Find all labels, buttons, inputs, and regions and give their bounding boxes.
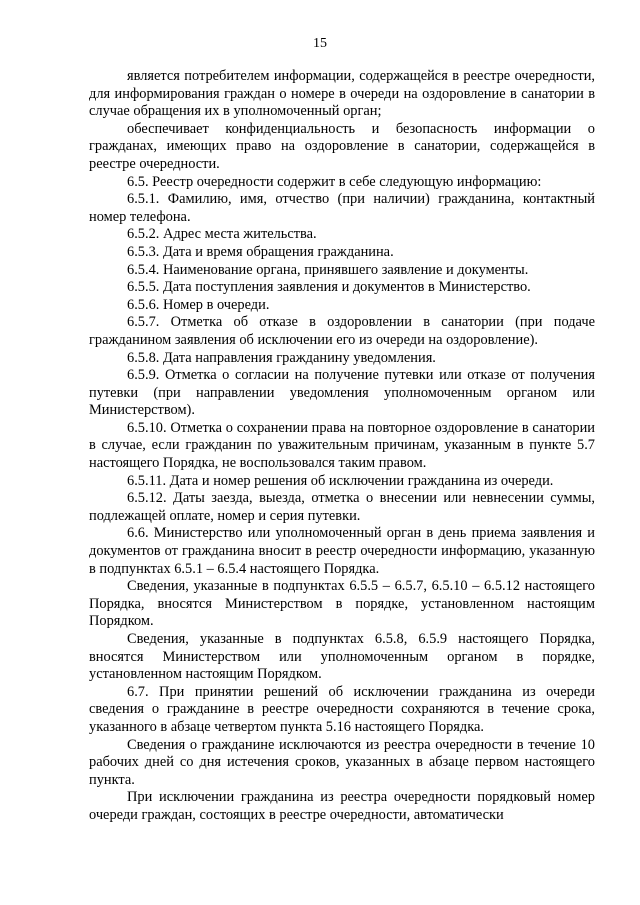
paragraph: 6.5.12. Даты заезда, выезда, отметка о внесении или невнесении суммы, подлежащей оплате, номер и серия путевки. xyxy=(89,490,595,524)
document-body xyxy=(89,68,595,825)
paragraph: Сведения, указанные в подпунктах 6.5.5 – 6.5.7, 6.5.10 – 6.5.12 настоящего Порядка, вносятся Министерством в порядке, установленном настоящим Порядком. xyxy=(89,578,595,630)
paragraph: При исключении гражданина из реестра очередности порядковый номер очереди граждан, состоящих в реестре очередности, автоматически xyxy=(89,789,595,823)
paragraph: 6.5.7. Отметка об отказе в оздоровлении в санатории (при подаче гражданином заявления об исключении его из очереди на оздоровление). xyxy=(89,314,595,348)
paragraph: Сведения о гражданине исключаются из реестра очередности в течение 10 рабочих дней со дня истечения сроков, указанных в абзаце первом настоящего пункта. xyxy=(89,736,595,788)
paragraph: Сведения, указанные в подпунктах 6.5.8, 6.5.9 настоящего Порядка, вносятся Министерством или уполномоченным органом в порядке, установленном настоящим Порядком. xyxy=(89,631,595,683)
paragraph: 6.5.2. Адрес места жительства. xyxy=(127,226,317,243)
paragraph: 6.5.6. Номер в очереди. xyxy=(127,296,270,313)
paragraph: является потребителем информации, содержащейся в реестре очередности, для информирования граждан о номере в очереди на оздоровление в санатории в случае обращения их в уполномоченный орган; xyxy=(89,68,595,120)
paragraph: 6.5.5. Дата поступления заявления и документов в Министерство. xyxy=(127,279,531,296)
paragraph: 6.5.11. Дата и номер решения об исключении гражданина из очереди. xyxy=(127,472,554,489)
paragraph: 6.5.8. Дата направления гражданину уведомления. xyxy=(127,349,436,366)
paragraph: 6.5.3. Дата и время обращения гражданина. xyxy=(127,243,394,260)
paragraph: 6.5.4. Наименование органа, принявшего заявление и документы. xyxy=(127,261,529,278)
page-number: 15 xyxy=(313,36,327,51)
paragraph: 6.5. Реестр очередности содержит в себе следующую информацию: xyxy=(127,173,542,190)
paragraph: 6.7. При принятии решений об исключении гражданина из очереди сведения о гражданине в реестре очередности сохраняются в течение срока, указанного в абзаце четвертом пункта 5.16 настоящего Порядка. xyxy=(89,683,595,735)
paragraph: 6.6. Министерство или уполномоченный орган в день приема заявления и документов от гражданина вносит в реестр очередности информацию, указанную в подпунктах 6.5.1 – 6.5.4 настоящего Порядка. xyxy=(89,525,595,577)
paragraph: обеспечивает конфиденциальность и безопасность информации о гражданах, имеющих право на оздоровление в санатории, содержащейся в реестре очередности. xyxy=(89,120,595,172)
paragraph: 6.5.9. Отметка о согласии на получение путевки или отказе от получения путевки (при направлении уведомления уполномоченным органом или Министерством). xyxy=(89,367,595,419)
paragraph: 6.5.1. Фамилию, имя, отчество (при наличии) гражданина, контактный номер телефона. xyxy=(89,191,595,225)
paragraph: 6.5.10. Отметка о сохранении права на повторное оздоровление в санатории в случае, если гражданин по уважительным причинам, указанным в пункте 5.7 настоящего Порядка, не воспользовался таким правом. xyxy=(89,419,595,472)
